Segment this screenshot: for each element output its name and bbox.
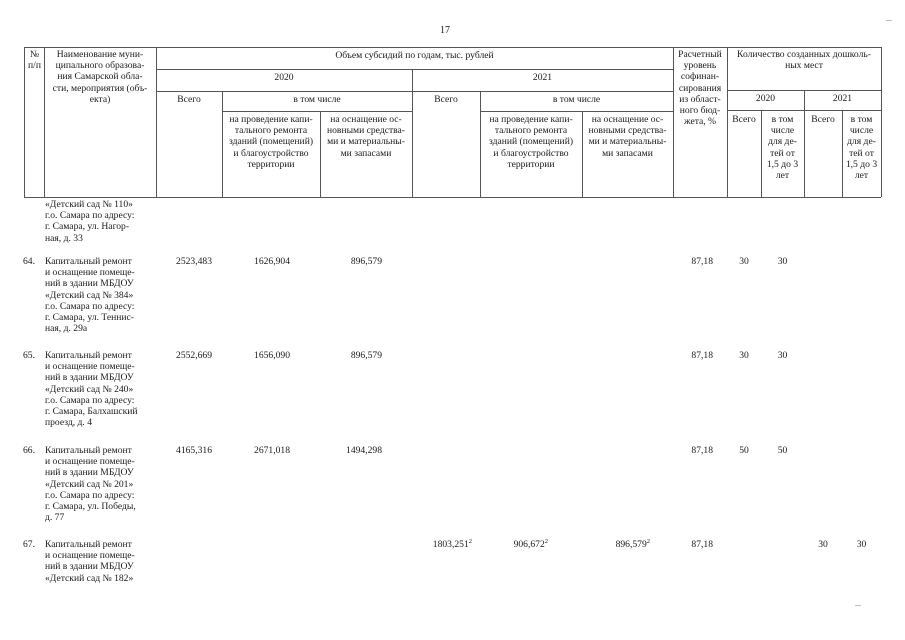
repair-2020: 2671,018 — [254, 445, 290, 456]
total-2020: 4165,316 — [176, 445, 212, 456]
header-total-2020: Всего — [177, 94, 201, 105]
header-places-total-2021: Всего — [811, 114, 835, 125]
row-number: 67. — [23, 539, 35, 550]
places-2020: 30 — [739, 350, 749, 361]
col-border-name — [156, 47, 157, 197]
row-name: Капитальный ремонт и оснащение помеще- ний в здании МБДОУ «Детский сад № 201» г.о. Самара по адресу: г. Самара, ул. Победы, д. 77 — [45, 445, 136, 524]
header-places-year-2021: 2021 — [832, 93, 853, 104]
table-top-rule — [24, 47, 881, 48]
row-name: Капитальный ремонт и оснащение помеще- ний в здании МБДОУ «Детский сад № 182» — [45, 539, 135, 584]
places-2021: 30 — [818, 539, 828, 550]
continuation-text: «Детский сад № 110» г.о. Самара по адресу: г. Самара, ул. Нагор- ная, д. 33 — [45, 199, 135, 244]
rule-years — [156, 69, 673, 70]
header-cofinancing: Расчетный уровень софинан- сирования из област- ного бюд- жета, % — [678, 49, 722, 128]
header-including-2021: в том числе — [552, 94, 601, 105]
header-including-2020: в том числе — [293, 94, 341, 105]
equipment-2021: 896,579$^2$ — [615, 537, 650, 550]
scan-mark — [855, 605, 861, 606]
row-number: 66. — [23, 445, 35, 456]
row-name: Капитальный ремонт и оснащение помеще- ний в здании МБДОУ «Детский сад № 240» г.о. Самара по адресу: г. Самара, Балхашский проезд, д. 4 — [45, 350, 138, 429]
repair-2021: 906,672$^2$ — [513, 537, 548, 550]
table-header-bottom-rule — [24, 197, 881, 198]
header-repair-2020: на проведение капи- тального ремонта зданий (помещений) и благоустройство территории — [228, 114, 314, 170]
places-2020: 30 — [739, 256, 749, 267]
equipment-2020: 896,579 — [350, 256, 382, 267]
total-2021: 1803,251$^2$ — [432, 537, 472, 550]
header-year-2020: 2020 — [274, 72, 294, 83]
col-border-num — [44, 47, 45, 197]
col-border-2020 — [412, 69, 413, 197]
rule-including — [156, 91, 673, 92]
scan-mark — [886, 20, 892, 21]
header-equipment-2020: на оснащение ос- новными средства- ми и материальны- ми запасами — [326, 114, 406, 159]
row-number: 64. — [23, 256, 35, 267]
header-name: Наименование муни- ципального образова- ния Самарской обла- сти, мероприятия (объ- екта) — [52, 49, 148, 105]
places-2020-young: 30 — [777, 256, 788, 267]
header-year-2021: 2021 — [532, 72, 553, 83]
repair-2020: 1656,090 — [254, 350, 290, 361]
header-repair-2021: на проведение капи- тального ремонта зданий (помещений) и благоустройство территории — [488, 114, 574, 170]
total-2020: 2552,669 — [176, 350, 212, 361]
header-places-young-2021: в том числе для де- тей от 1,5 до 3 лет — [845, 114, 878, 182]
cofinancing-level: 87,18 — [691, 256, 713, 267]
cofinancing-level: 87,18 — [691, 539, 713, 550]
header-total-2021: Всего — [434, 94, 458, 105]
repair-2020: 1626,904 — [254, 256, 290, 267]
places-2020-young: 30 — [777, 350, 788, 361]
footnote-mark: 2 — [544, 537, 548, 545]
header-places-title: Количество созданных дошколь- ных мест — [737, 49, 871, 72]
row-number: 65. — [23, 350, 35, 361]
rule-subheads-2021 — [480, 111, 673, 112]
page-number: 17 — [440, 25, 450, 36]
total-2020: 2523,483 — [176, 256, 212, 267]
col-border-places-2020 — [804, 90, 805, 197]
places-2021-young: 30 — [856, 539, 867, 550]
header-equipment-2021: на оснащение ос- новными средства- ми и материальны- ми запасами — [588, 114, 667, 159]
equipment-2020: 896,579 — [350, 350, 382, 361]
places-2020-young: 50 — [777, 445, 788, 456]
col-border-right — [881, 47, 882, 197]
footnote-mark: 2 — [468, 537, 472, 545]
header-places-total-2020: Всего — [732, 114, 756, 125]
header-subsidy-title: Объем субсидий по годам, тыс. рублей — [335, 50, 494, 61]
equipment-2020: 1494,298 — [346, 445, 382, 456]
row-name: Капитальный ремонт и оснащение помеще- ний в здании МБДОУ «Детский сад № 384» г.о. Самара по адресу: г. Самара, ул. Теннис- ная, д. 29а — [45, 256, 135, 335]
cofinancing-level: 87,18 — [691, 445, 713, 456]
places-2020: 50 — [739, 445, 749, 456]
footnote-mark: 2 — [646, 537, 650, 545]
cofinancing-level: 87,18 — [691, 350, 713, 361]
header-places-year-2020: 2020 — [755, 93, 776, 104]
header-num: № п/п — [28, 49, 41, 72]
header-places-young-2020: в том числе для де- тей от 1,5 до 3 лет — [766, 114, 799, 182]
rule-subheads — [222, 111, 412, 112]
